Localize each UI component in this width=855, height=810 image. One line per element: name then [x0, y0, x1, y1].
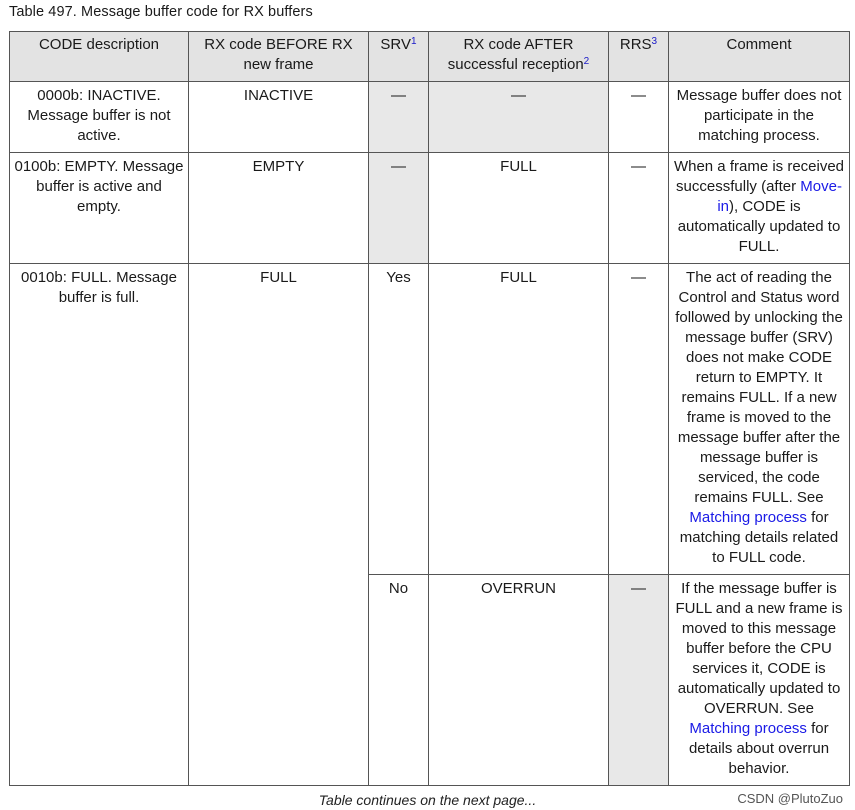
cell-srv: No: [369, 575, 429, 786]
cell-rrs: —: [609, 82, 669, 153]
footnote-ref-1[interactable]: 1: [411, 36, 417, 47]
header-rx-code-before: RX code BEFORE RX new frame: [189, 32, 369, 82]
cell-comment: Message buffer does not participate in the matching process.: [669, 82, 850, 153]
cell-srv: —: [369, 153, 429, 264]
cell-rx-after: FULL: [429, 153, 609, 264]
matching-process-link[interactable]: Matching process: [689, 720, 807, 737]
cell-rx-before: INACTIVE: [189, 82, 369, 153]
cell-code-description: 0010b: FULL. Message buffer is full.: [10, 264, 189, 786]
cell-rx-after: OVERRUN: [429, 575, 609, 786]
cell-rrs: —: [609, 153, 669, 264]
matching-process-link[interactable]: Matching process: [689, 509, 807, 526]
table-continues-note: Table continues on the next page...: [318, 792, 537, 808]
table-row-empty: [10, 153, 850, 264]
cell-rx-after: FULL: [429, 264, 609, 575]
header-comment: Comment: [669, 32, 850, 82]
cell-rx-before: EMPTY: [189, 153, 369, 264]
header-code-description: CODE description: [10, 32, 189, 82]
table-row-full-yes: [10, 264, 850, 575]
move-in-link[interactable]: Move-in: [717, 178, 842, 215]
cell-srv: —: [369, 82, 429, 153]
footnote-ref-2[interactable]: 2: [583, 56, 590, 67]
cell-rrs: —: [609, 264, 669, 575]
message-buffer-code-table: [9, 31, 850, 786]
cell-rx-before: FULL: [189, 264, 369, 786]
cell-srv: Yes: [369, 264, 429, 575]
table-caption: Table 497. Message buffer code for RX buffers: [9, 4, 313, 20]
header-rrs: RRS$^3$: [609, 32, 669, 82]
watermark: CSDN @PlutoZuo: [737, 791, 843, 806]
table-row-inactive: [10, 82, 850, 153]
footnote-ref-3[interactable]: 3: [651, 36, 658, 47]
cell-rx-after: —: [429, 82, 609, 153]
cell-comment: The act of reading the Control and Status word followed by unlocking the message buffer (SRV) does not make CODE return to EMPTY. It remains FULL. If a new frame is moved to the message buffer after the message buffer is serviced, the code remains FULL. See Matching process for matching details related to FULL code.: [669, 264, 850, 575]
cell-code-description: 0000b: INACTIVE. Message buffer is not active.: [10, 82, 189, 153]
table-header-row: [10, 32, 850, 82]
cell-rrs: —: [609, 575, 669, 786]
header-rx-code-after: RX code AFTER successful reception$^2$: [429, 32, 609, 82]
cell-comment: When a frame is received successfully (after Move-in), CODE is automatically updated to FULL.: [669, 153, 850, 264]
cell-comment: If the message buffer is FULL and a new frame is moved to this message buffer before the CPU services it, CODE is automatically updated to OVERRUN. See Matching process for details about overrun behavior.: [669, 575, 850, 786]
cell-code-description: 0100b: EMPTY. Message buffer is active and empty.: [10, 153, 189, 264]
header-srv: SRV$^1$: [369, 32, 429, 82]
